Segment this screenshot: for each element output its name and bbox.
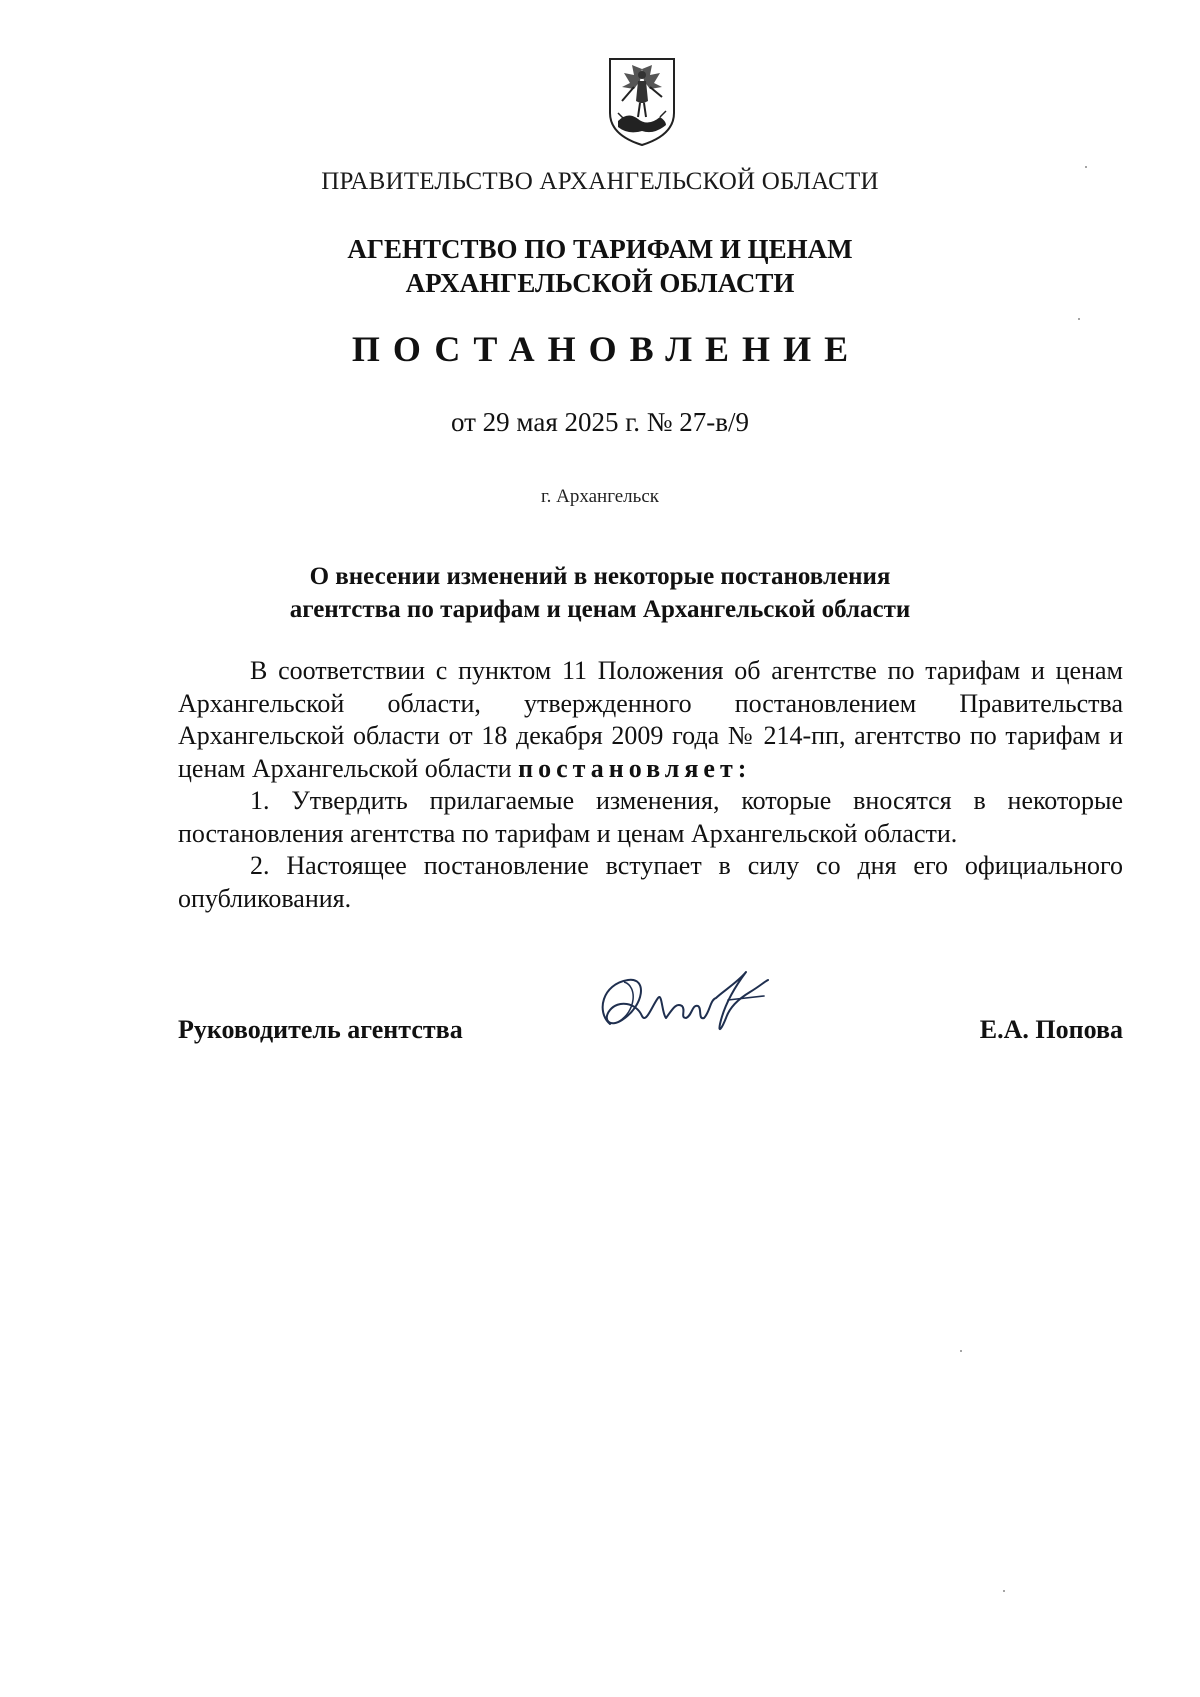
document-body [178, 655, 1123, 915]
signer-name: Е.А. Попова [979, 1015, 1123, 1044]
subject-line1: О внесении изменений в некоторые постановления [309, 563, 891, 590]
scan-speck [960, 1350, 962, 1352]
item-1-paragraph: 1. Утвердить прилагаемые изменения, которые вносятся в некоторые постановления агентства по тарифам и ценам Архангельской области. [178, 786, 1123, 848]
coat-of-arms-icon [604, 55, 680, 149]
document-date-number: от 29 мая 2025 г. № 27-в/9 [450, 407, 750, 437]
document-city: г. Архангельск [540, 486, 659, 507]
scan-speck [1085, 166, 1087, 168]
document-type: ПОСТАНОВЛЕНИЕ [351, 329, 862, 369]
agency-title [0, 232, 1200, 300]
handwritten-signature-icon [588, 962, 778, 1052]
scan-speck [1003, 1590, 1005, 1592]
preamble-text: В соответствии с пунктом 11 Положения об агентстве по тарифам и ценам Архангельской области, утвержденного постановлением Правительства Архангельской области от 18 декабря 2009 года № 214-пп, агентство по тарифам и ценам Архангельской области [178, 656, 1123, 783]
agency-title-line2: АРХАНГЕЛЬСКОЙ ОБЛАСТИ [405, 268, 795, 298]
scan-speck [1078, 318, 1080, 320]
item-2-paragraph: 2. Настоящее постановление вступает в силу со дня его официального опубликования. [178, 851, 1123, 913]
preamble-paragraph [178, 655, 1123, 785]
document-subject [0, 560, 1200, 626]
agency-title-line1: АГЕНТСТВО ПО ТАРИФАМ И ЦЕНАМ [347, 234, 853, 264]
signer-title: Руководитель агентства [178, 1015, 463, 1044]
subject-line2: агентства по тарифам и ценам Архангельской области [289, 596, 911, 623]
government-title: ПРАВИТЕЛЬСТВО АРХАНГЕЛЬСКОЙ ОБЛАСТИ [321, 168, 879, 195]
resolves-keyword: постановляет: [518, 753, 752, 783]
